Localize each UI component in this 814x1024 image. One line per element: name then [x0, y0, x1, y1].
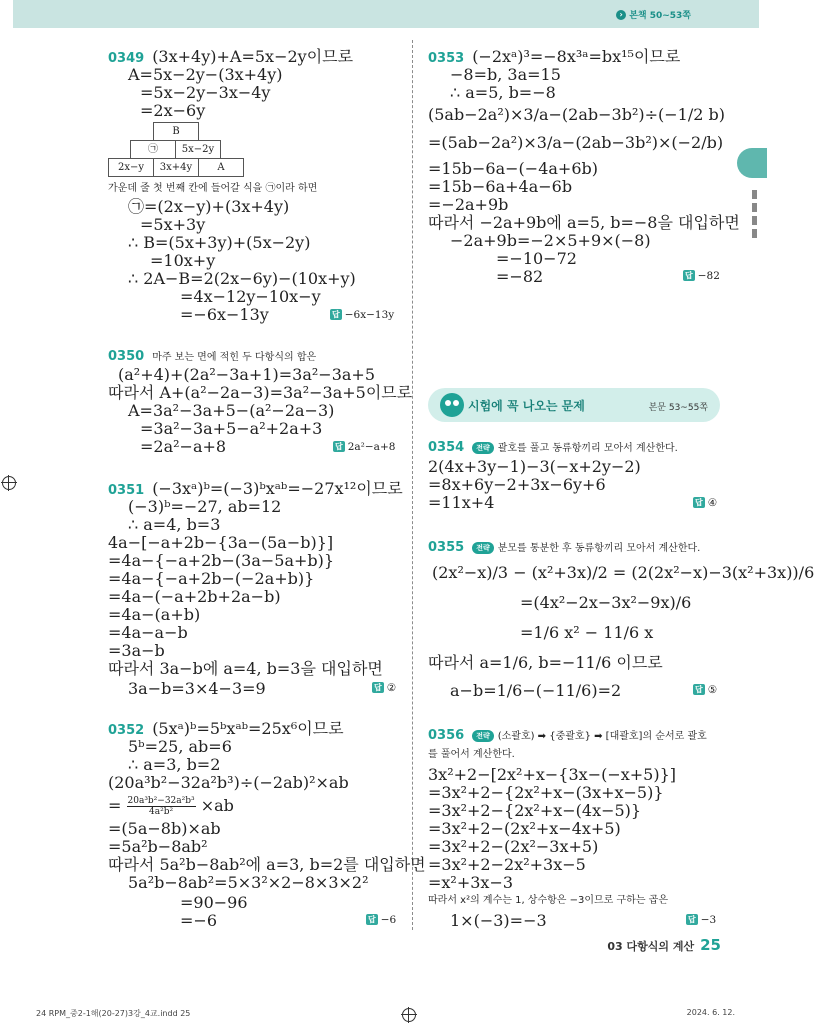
problem-0355: 0355 전략 분모를 통분한 후 동류항끼리 모아서 계산한다. — [428, 540, 701, 555]
step: =3x²+2−2x²+3x−5 — [428, 855, 586, 874]
pyramid-cell: ㉠ — [130, 140, 176, 159]
step: ∴ a=5, b=−8 — [450, 83, 556, 102]
step: 5a²b−8ab²=5×3²×2−8×3×2² — [128, 873, 369, 892]
step: 따라서 a=1/6, b=−11/6 이므로 — [428, 653, 663, 672]
step: ∴ B=(5x+3y)+(5x−2y) — [128, 233, 311, 252]
step: 따라서 5a²b−8ab²에 a=3, b=2를 대입하면 — [108, 855, 426, 874]
print-file: 24 RPM_중2-1해(20-27)3강_4교.indd 25 — [36, 1009, 191, 1018]
step: 따라서 x²의 계수는 1, 상수항은 −3이므로 구하는 곱은 — [428, 895, 668, 906]
chapter-side-tab — [737, 148, 767, 178]
step: (a²+4)+(2a²−3a+1)=3a²−3a+5 — [118, 365, 376, 384]
problem-0353: 0353 (−2xᵃ)³=−8x³ᵃ=bx¹⁵이므로 — [428, 47, 681, 66]
answer: 답 −6 — [368, 914, 397, 926]
step: (−3)ᵇ=−27, ab=12 — [128, 497, 282, 516]
step: (5ab−2a²)×3/a−(2ab−3b²)÷(−1/2 b) — [428, 105, 725, 124]
banner-ref: 본문 53~55쪽 — [648, 403, 708, 413]
problem-0350: 0350 마주 보는 면에 적힌 두 다항식의 합은 — [108, 349, 317, 364]
step: =10x+y — [150, 251, 216, 270]
step: A=3a²−3a+5−(a²−2a−3) — [128, 401, 335, 420]
step: =1/6 x² − 11/6 x — [520, 623, 654, 642]
step: =3a²−3a+5−a²+2a+3 — [140, 419, 323, 438]
step: A=5x−2y−(3x+4y) — [128, 65, 283, 84]
problem-0356: 0356 전략 (소괄호) ➡ {중괄호} ➡ [대괄호]의 순서로 괄호 — [428, 728, 707, 743]
page-footer — [607, 936, 721, 954]
registration-mark-icon — [2, 476, 16, 490]
step: 4a−[−a+2b−{3a−(5a−b)}] — [108, 533, 334, 552]
step: =3x²+2−{2x²+x−(3x+x−5)} — [428, 783, 664, 802]
banner-title: 시험에 꼭 나오는 문제 — [468, 399, 585, 413]
step: =15b−6a+4a−6b — [428, 177, 573, 196]
answer: 답 −3 — [688, 914, 717, 926]
step: ∴ 2A−B=2(2x−6y)−(10x+y) — [128, 269, 356, 288]
pyramid-cell: 5x−2y — [175, 140, 221, 159]
step: 따라서 3a−b에 a=4, b=3을 대입하면 — [108, 659, 383, 678]
step: 1×(−3)=−3 — [450, 911, 547, 930]
step: =4a−(−a+2b+2a−b) — [108, 587, 281, 606]
chapter-title: 03 다항식의 계산 — [607, 940, 695, 953]
answer: 답 ④ — [695, 497, 718, 509]
step: 가운데 줄 첫 번째 칸에 들어갈 식을 ㉠이라 하면 — [108, 183, 318, 194]
step: 3a−b=3×4−3=9 — [128, 679, 266, 698]
chevron-right-icon: › — [616, 10, 626, 20]
step: =5x−2y−3x−4y — [140, 83, 271, 102]
step: =−6 — [180, 911, 217, 930]
problem-0352: 0352 (5xᵃ)ᵇ=5ᵇxᵃᵇ=25x⁶이므로 — [108, 719, 344, 738]
step: 따라서 A+(a²−2a−3)=3a²−3a+5이므로 — [108, 383, 413, 402]
pyramid-cell: 2x−y — [108, 158, 154, 177]
step: =−2a+9b — [428, 195, 509, 214]
step: =3x²+2−{2x²+x−(4x−5)} — [428, 801, 642, 820]
step: 5ᵇ=25, ab=6 — [128, 737, 232, 756]
step: (2x²−x)/3 − (x²+3x)/2 = (2(2x²−x)−3(x²+3x))/6 — [432, 563, 814, 582]
step: =5a²b−8ab² — [108, 837, 208, 856]
step: 2(4x+3y−1)−3(−x+2y−2) — [428, 457, 641, 476]
pyramid-cell: A — [198, 158, 244, 177]
step: ∴ a=3, b=2 — [128, 755, 221, 774]
step: =8x+6y−2+3x−6y+6 — [428, 475, 606, 494]
answer: 답 −82 — [685, 270, 720, 282]
pyramid-cell: B — [153, 122, 199, 141]
reference-link: › 본책 50~53쪽 — [616, 8, 691, 21]
step: =4a−{−a+2b−(−2a+b)} — [108, 569, 315, 588]
step: =4x−12y−10x−y — [180, 287, 321, 306]
step: =15b−6a−(−4a+6b) — [428, 159, 598, 178]
registration-mark-icon — [402, 1008, 416, 1022]
step: ㉠=(2x−y)+(3x+4y) — [128, 197, 290, 216]
step: =3x²+2−(2x²−3x+5) — [428, 837, 599, 856]
answer: 답 2a²−a+8 — [335, 441, 396, 453]
step: =−10−72 — [496, 249, 577, 268]
step: a−b=1/6−(−11/6)=2 — [450, 681, 622, 700]
print-date: 2024. 6. 12. — [686, 1008, 735, 1017]
step: =−6x−13y — [180, 305, 269, 324]
step: −8=b, 3a=15 — [450, 65, 561, 84]
step: = $\frac{\text{20a³b²−32a²b³}}{\text{4a²b²}}$ ×ab — [108, 796, 234, 817]
page-number: 25 — [700, 936, 721, 954]
step: 3x²+2−[2x²+x−{3x−(−x+5)}] — [428, 765, 677, 784]
step: =x²+3x−3 — [428, 873, 514, 892]
step: =(5a−8b)×ab — [108, 819, 221, 838]
step: =2x−6y — [140, 101, 206, 120]
problem-0349: 0349 (3x+4y)+A=5x−2y이므로 — [108, 47, 354, 66]
step: 따라서 −2a+9b에 a=5, b=−8을 대입하면 — [428, 213, 740, 232]
step: =2a²−a+8 — [140, 437, 227, 456]
step: =(4x²−2x−3x²−9x)/6 — [520, 593, 692, 612]
step: (20a³b²−32a²b³)÷(−2ab)²×ab — [108, 773, 349, 792]
step: −2a+9b=−2×5+9×(−8) — [450, 231, 651, 250]
step: =4a−{−a+2b−(3a−5a+b)} — [108, 551, 335, 570]
step: ∴ a=4, b=3 — [128, 515, 221, 534]
step: =(5ab−2a²)×3/a−(2ab−3b²)×(−2/b) — [428, 133, 724, 152]
step: =90−96 — [180, 893, 248, 912]
pyramid-cell: 3x+4y — [153, 158, 199, 177]
section-banner — [428, 388, 720, 422]
step: =5x+3y — [140, 215, 206, 234]
strategy-cont: 를 풀어서 계산한다. — [428, 749, 515, 760]
step: =11x+4 — [428, 493, 495, 512]
fraction: $\frac{\text{20a³b²−32a²b³}}{\text{4a²b²}}$ — [127, 796, 195, 817]
problem-0354: 0354 전략 괄호를 풀고 동류항끼리 모아서 계산한다. — [428, 440, 678, 455]
step: =4a−a−b — [108, 623, 188, 642]
step: =4a−(a+b) — [108, 605, 201, 624]
step: =3a−b — [108, 641, 165, 660]
answer: 답 ② — [374, 682, 397, 694]
answer: 답 −6x−13y — [332, 309, 395, 321]
step: =3x²+2−(2x²+x−4x+5) — [428, 819, 621, 838]
column-divider — [412, 40, 413, 930]
side-label — [752, 190, 757, 246]
answer: 답 ⑤ — [695, 684, 718, 696]
step: =−82 — [496, 267, 544, 286]
problem-0351: 0351 (−3xᵃ)ᵇ=(−3)ᵇxᵃᵇ=−27x¹²이므로 — [108, 479, 403, 498]
